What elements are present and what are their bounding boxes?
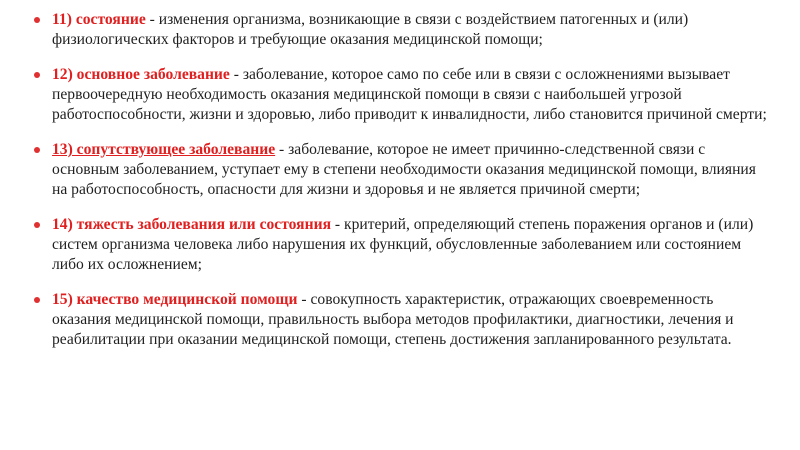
definition-text: - совокупность характеристик, отражающих своевременность оказания медицинской помощи, правильность выбора методов профилактики, диагностики, лечения и реабилитации при оказании медицинской помощи, степень достижения запланированного результата. <box>52 291 734 348</box>
definition-term: 12) основное заболевание <box>52 66 230 83</box>
definition-text: - изменения организма, возникающие в связи с воздействием патогенных и (или) физиологических факторов и требующие оказания медицинской помощи; <box>52 11 689 48</box>
definition-text: - заболевание, которое не имеет причинно-следственной связи с основным заболеванием, уступает ему в степени необходимости оказания медицинской помощи, влияния на работоспособность, опасности для жизни и здоровья и не является причиной смерти; <box>52 141 756 198</box>
definition-item-13 <box>52 140 770 200</box>
definition-term: 14) тяжесть заболевания или состояния <box>52 216 332 233</box>
definition-item-14 <box>52 215 770 275</box>
definition-text: - критерий, определяющий степень поражения органов и (или) систем организма человека либо нарушения их функций, обусловленные заболеванием или состоянием либо их осложнением; <box>52 216 754 273</box>
definition-term: 13) сопутствующее заболевание <box>52 141 276 158</box>
definition-item-15 <box>52 290 770 350</box>
bullet-icon <box>34 147 40 153</box>
bullet-icon <box>34 72 40 78</box>
bullet-icon <box>34 297 40 303</box>
definition-term: 11) состояние <box>52 11 146 28</box>
bullet-icon <box>34 222 40 228</box>
definition-term: 15) качество медицинской помощи <box>52 291 298 308</box>
definition-item-12 <box>52 65 770 125</box>
definition-text: - заболевание, которое само по себе или в связи с осложнениями вызывает первоочередную необходимость оказания медицинской помощи в связи с наибольшей угрозой работоспособности, жизни и здоровью, либо приводит к инвалидности, либо становится причиной смерти; <box>52 66 767 123</box>
bullet-icon <box>34 17 40 23</box>
definition-item-11 <box>52 10 770 50</box>
